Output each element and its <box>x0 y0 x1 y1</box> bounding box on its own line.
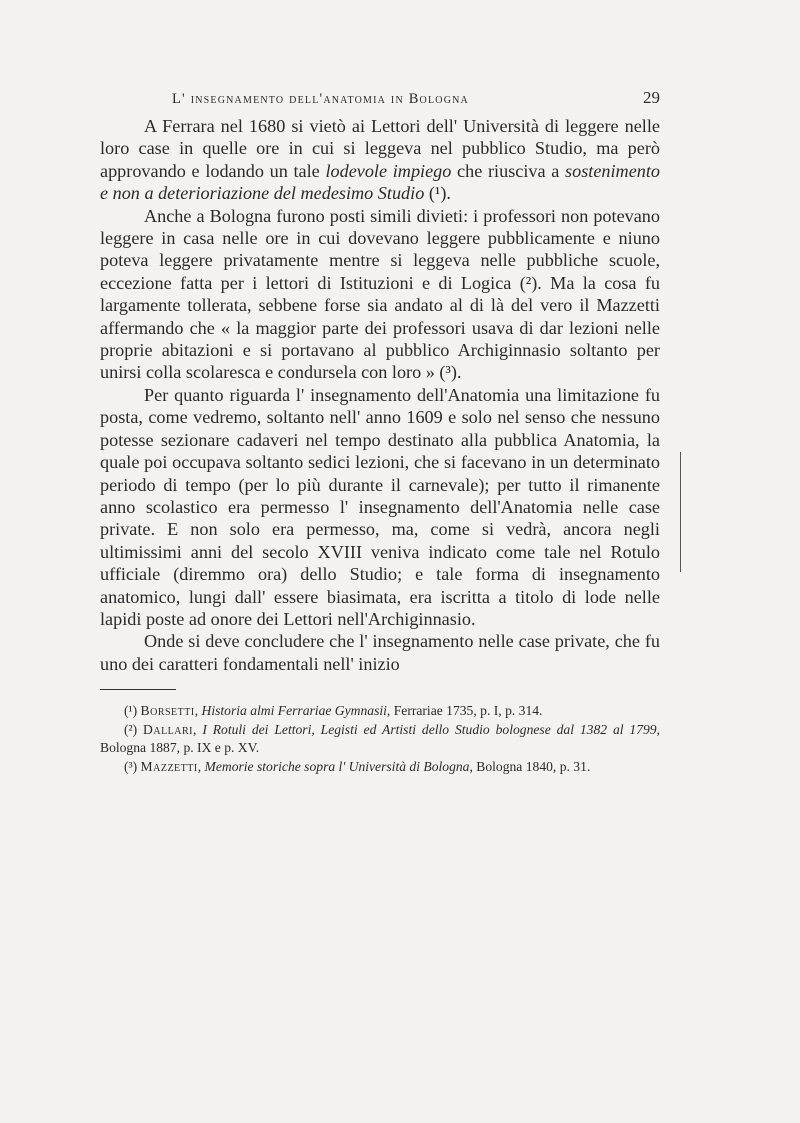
running-title: L' insegnamento dell'anatomia in Bologna <box>172 91 469 107</box>
text-run: , Ferrariae 1735, p. I, p. 314. <box>386 703 543 719</box>
footnote <box>100 702 660 721</box>
italic-text: lodevole impiego <box>325 160 452 181</box>
text-run: , Bologna 1887, p. IX e p. XV. <box>100 721 661 756</box>
text-run: che riusciva a <box>451 160 566 181</box>
italic-text: I Rotuli dei Lettori, Legisti ed Artisti dello Studio bolognese dal 1382 al 1799 <box>202 721 657 737</box>
page-number: 29 <box>643 88 660 107</box>
text-run: (²) <box>124 721 144 737</box>
text-run: , Bologna 1840, p. 31. <box>469 758 591 774</box>
italic-text: sostenimento e non a deterioriazione del medesimo Studio <box>100 160 661 204</box>
text-run: Onde si deve concludere che l' insegnamento nelle case private, che fu uno dei caratteri fondamentali nell' inizio <box>100 631 660 674</box>
paragraph <box>100 384 660 630</box>
text-run: Anche a Bologna furono posti simili divieti: i professori non potevano leggere in casa nelle ore in cui dovevano leggere pubblicamente e niuno poteva leggere privatamente mentre si leggeva nelle pubbliche scuole, eccezione fatta per i lettori di Istituzioni e di Logica <box>100 205 660 293</box>
footnote-ref: (²) <box>519 272 538 293</box>
footnote <box>100 758 660 777</box>
text-run: , <box>197 758 205 774</box>
page <box>100 88 660 776</box>
text-run: , <box>193 721 203 737</box>
text-run: . <box>456 362 462 383</box>
paragraph <box>100 205 660 384</box>
footnotes <box>100 702 660 776</box>
italic-text: Memorie storiche sopra l' Università di Bologna <box>204 758 470 774</box>
main-text <box>100 115 660 675</box>
running-header <box>172 88 660 108</box>
footnote <box>100 721 660 758</box>
text-run: (¹) <box>124 703 141 719</box>
text-run: Dallari <box>143 721 194 737</box>
italic-text: Historia almi Ferrariae Gymnasii <box>201 703 387 719</box>
text-run: Mazzetti <box>140 758 198 774</box>
text-run: (³) <box>124 758 141 774</box>
paragraph <box>100 630 660 675</box>
footnote-ref: (¹). <box>424 183 451 204</box>
text-run: Per quanto riguarda l' insegnamento dell'Anatomia una limitazione fu posta, come vedremo, soltanto nell' anno 1609 e solo nel senso che nessuno potesse sezionare cadaveri nel tempo destinato alla pubblica Anatomia, la quale poi occupava soltanto sedici lezioni, che si facevano in un determinato periodo di tempo (per lo più durante il carnevale); per tutto il rimanente anno scolastico era permesso l' insegnamento dell'Anatomia nelle case private. E non solo era permesso, ma, come si vedrà, ancora negli ultimissimi anni del secolo XVIII veniva indicato come tale nel Rotulo ufficiale (diremmo ora) dello Studio; e tale forma di insegnamento anatomico, lungi dall' essere biasimata, era iscritta a titolo di lode nelle lapidi poste ad onore dei Lettori nell'Archiginnasio. <box>100 384 660 629</box>
text-run: , <box>194 703 202 719</box>
paragraph <box>100 115 660 205</box>
margin-mark <box>680 452 681 572</box>
text-run: Borsetti <box>140 703 195 719</box>
footnote-rule <box>100 689 176 690</box>
text-run: A Ferrara nel 1680 si vietò ai Lettori dell' Università di leggere nelle loro case in quelle ore in cui si leggeva nel pubblico Studio, ma però approvando e lodando un tale <box>100 116 660 181</box>
footnote-ref: (³) <box>439 362 457 383</box>
text-run: . Ma la cosa fu largamente tollerata, sebbene forse sia andato al di là del vero il Mazzetti affermando che « la maggior parte dei professori usava di dar lezioni nelle proprie abitazioni e si portavano al pubblico Archiginnasio soltanto per unirsi colla scolaresca e condursela con loro » <box>100 272 660 383</box>
